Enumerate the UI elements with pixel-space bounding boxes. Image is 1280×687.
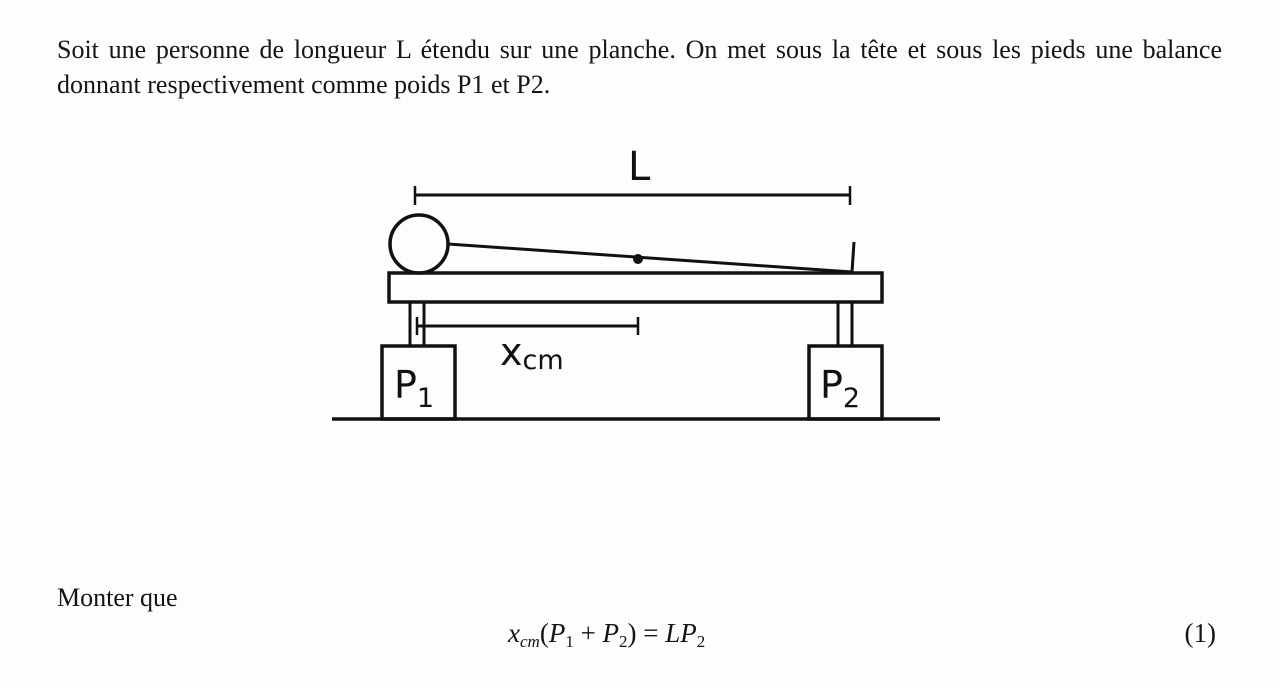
scale-right-label: $P_2$	[820, 363, 861, 414]
xcm-dimension	[417, 317, 638, 335]
length-label: L	[628, 144, 651, 190]
plank	[389, 273, 882, 302]
xcm-label: xcm	[500, 330, 564, 376]
problem-statement: Soit une personne de longueur L étendu sur une planche. On met sous la tête et sous les pieds une balance donnant respectivement comme poids P1 et P2.	[57, 35, 1222, 99]
person-feet	[852, 242, 854, 272]
prompt-text: Monter que	[57, 583, 178, 612]
scale-left-label: $P_1$	[394, 363, 435, 414]
center-of-mass-dot	[633, 254, 643, 264]
person-head	[390, 215, 448, 273]
person-body	[448, 244, 852, 272]
equation-number: (1)	[1184, 618, 1216, 648]
right-post	[838, 302, 852, 346]
lying-person-diagram	[320, 130, 960, 440]
equation: $x_{cm}(P_1 + P_2) = LP_2$	[508, 618, 706, 651]
